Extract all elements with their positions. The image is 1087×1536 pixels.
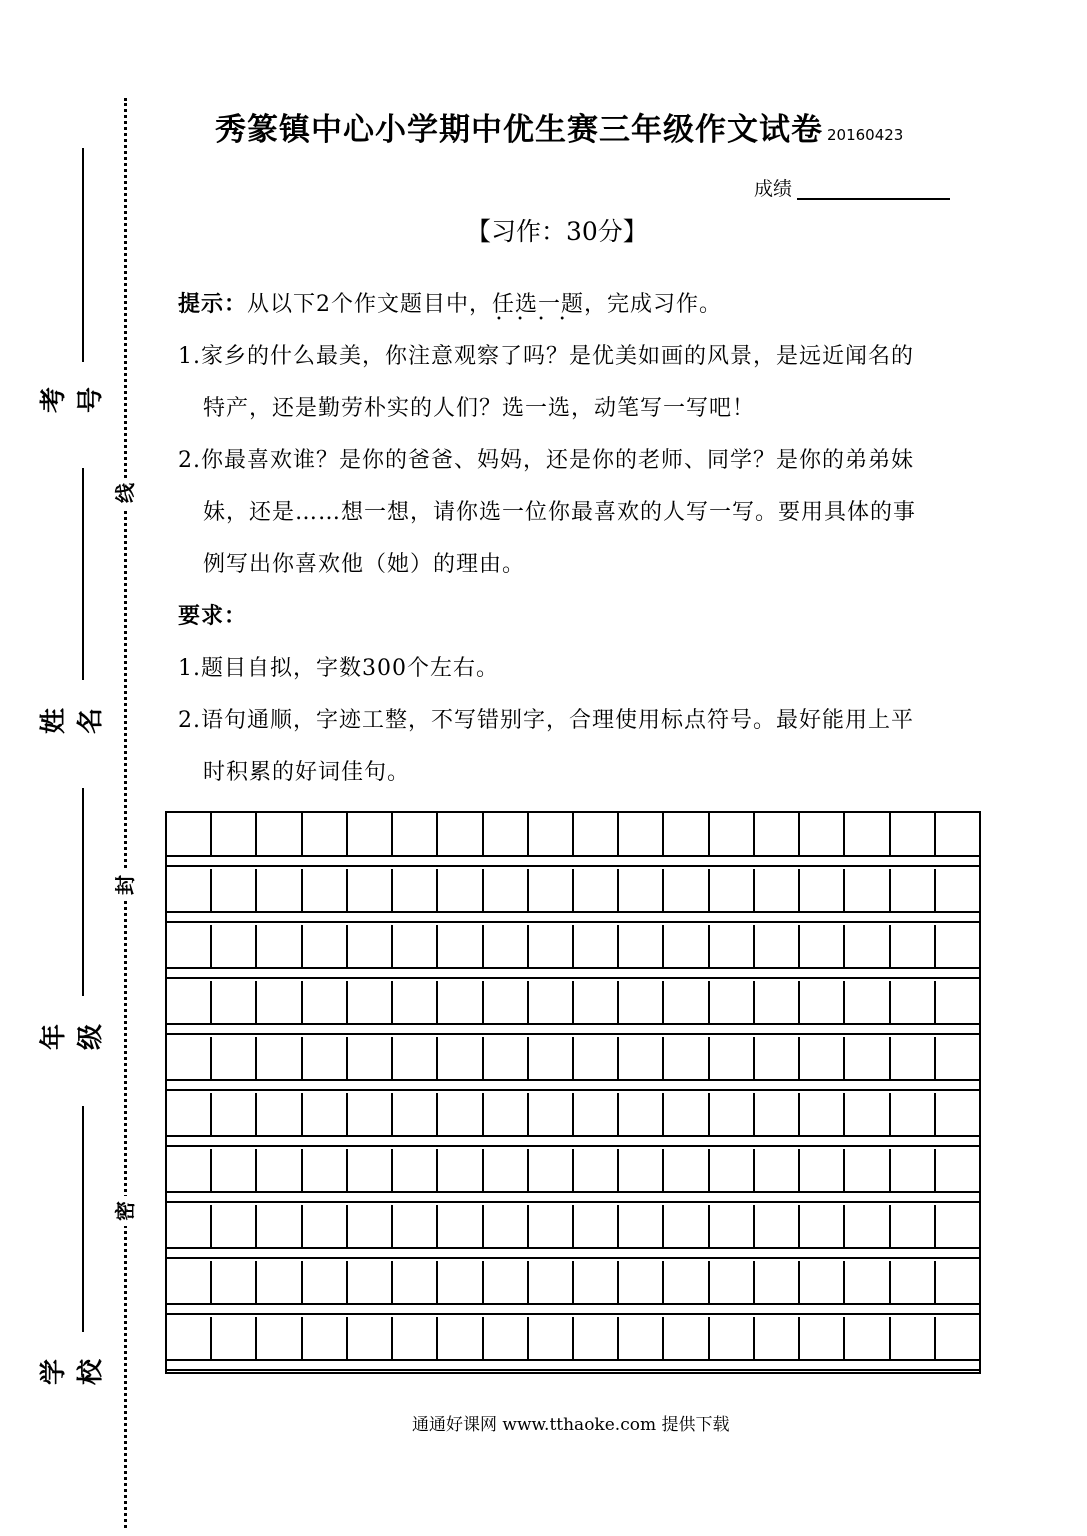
fold-word-feng: 封: [110, 870, 140, 900]
grid-cell[interactable]: [755, 1037, 800, 1081]
grid-cell[interactable]: [574, 813, 619, 857]
grid-cell[interactable]: [891, 1037, 936, 1081]
grid-cell[interactable]: [212, 869, 257, 913]
grid-cell[interactable]: [800, 1317, 845, 1361]
grid-cell[interactable]: [710, 1093, 755, 1137]
grid-cell[interactable]: [348, 869, 393, 913]
requirement-2-line-1: 2.语句通顺，字迹工整，不写错别字，合理使用标点符号。最好能用上平: [178, 708, 914, 733]
binding-dotted-line: [124, 98, 127, 1528]
grid-cell[interactable]: [529, 1317, 574, 1361]
grid-cell[interactable]: [574, 925, 619, 969]
grid-cell[interactable]: [303, 1093, 348, 1137]
grid-cell[interactable]: [800, 869, 845, 913]
requirements-label: 要求：: [178, 604, 248, 629]
grid-cell[interactable]: [710, 1261, 755, 1305]
grid-cell[interactable]: [212, 1261, 257, 1305]
grid-cell[interactable]: [800, 813, 845, 857]
grid-cell[interactable]: [936, 869, 979, 913]
grid-cell[interactable]: [529, 925, 574, 969]
grid-cell[interactable]: [348, 1149, 393, 1193]
grid-cell[interactable]: [438, 1149, 483, 1193]
grid-cell[interactable]: [212, 981, 257, 1025]
school-label: 学校: [39, 1359, 106, 1386]
grid-cell[interactable]: [845, 1317, 890, 1361]
grid-cell[interactable]: [891, 869, 936, 913]
grid-row-gap: [167, 1081, 979, 1091]
grid-cell[interactable]: [484, 1317, 529, 1361]
topic-1-line-1: 1.家乡的什么最美，你注意观察了吗？是优美如画的风景，是远近闻名的: [178, 344, 914, 369]
topic-2-line-3: 例写出你喜欢他（她）的理由。: [203, 552, 526, 577]
grid-cell[interactable]: [257, 1205, 302, 1249]
grid-cell[interactable]: [167, 1205, 212, 1249]
grid-cell[interactable]: [891, 1093, 936, 1137]
grid-cell[interactable]: [348, 1037, 393, 1081]
grid-cell[interactable]: [574, 1037, 619, 1081]
grid-cell[interactable]: [303, 1037, 348, 1081]
grid-cell[interactable]: [393, 1037, 438, 1081]
grid-cell[interactable]: [257, 1037, 302, 1081]
grid-cell[interactable]: [664, 1317, 709, 1361]
grid-cell[interactable]: [393, 925, 438, 969]
grid-cell[interactable]: [303, 1261, 348, 1305]
grid-cell[interactable]: [257, 1317, 302, 1361]
section-heading: 【习作：30分】: [466, 217, 648, 246]
grid-cell[interactable]: [529, 869, 574, 913]
prompt-text-after: ，完成习作。: [584, 292, 723, 317]
grid-cell[interactable]: [800, 1205, 845, 1249]
grid-cell[interactable]: [710, 869, 755, 913]
grid-row-gap: [167, 1249, 979, 1259]
grid-cell[interactable]: [348, 1317, 393, 1361]
grid-cell[interactable]: [936, 1037, 979, 1081]
school-line[interactable]: [82, 1106, 84, 1332]
grid-cell[interactable]: [303, 1205, 348, 1249]
grid-cell[interactable]: [257, 1149, 302, 1193]
grid-cell[interactable]: [303, 813, 348, 857]
grid-cell[interactable]: [755, 1093, 800, 1137]
grid-cell[interactable]: [619, 1317, 664, 1361]
grid-cell[interactable]: [212, 813, 257, 857]
grid-cell[interactable]: [619, 813, 664, 857]
writing-grid[interactable]: [165, 811, 981, 1374]
title-date: 20160423: [827, 126, 904, 144]
grid-cell[interactable]: [891, 813, 936, 857]
grid-cell[interactable]: [936, 925, 979, 969]
name-line[interactable]: [82, 468, 84, 680]
grid-cell[interactable]: [529, 1261, 574, 1305]
grid-cell[interactable]: [755, 813, 800, 857]
grid-cell[interactable]: [800, 1261, 845, 1305]
grid-cell[interactable]: [167, 1093, 212, 1137]
grid-row: [167, 981, 979, 1025]
title-text: 秀篆镇中心小学期中优生赛三年级作文试卷: [215, 112, 823, 148]
grid-cell[interactable]: [710, 1037, 755, 1081]
grid-cell[interactable]: [303, 1149, 348, 1193]
grid-cell[interactable]: [212, 1149, 257, 1193]
grid-cell[interactable]: [574, 1205, 619, 1249]
grid-cell[interactable]: [303, 869, 348, 913]
prompt-text-before: 从以下2个作文题目中，: [247, 292, 493, 317]
grid-cell[interactable]: [755, 1261, 800, 1305]
grid-cell[interactable]: [484, 1261, 529, 1305]
grid-cell[interactable]: [438, 1037, 483, 1081]
fold-word-xian: 线: [110, 478, 140, 508]
grid-cell[interactable]: [348, 813, 393, 857]
grid-row-gap: [167, 1193, 979, 1203]
grid-cell[interactable]: [664, 1093, 709, 1137]
grid-cell[interactable]: [936, 813, 979, 857]
grid-cell[interactable]: [167, 813, 212, 857]
requirement-2-line-2: 时积累的好词佳句。: [203, 760, 411, 785]
grid-row-gap: [167, 857, 979, 867]
grid-cell[interactable]: [393, 1317, 438, 1361]
grid-cell[interactable]: [936, 981, 979, 1025]
grid-cell[interactable]: [619, 1149, 664, 1193]
grid-cell[interactable]: [619, 925, 664, 969]
grid-cell[interactable]: [393, 981, 438, 1025]
grid-cell[interactable]: [755, 1149, 800, 1193]
grid-cell[interactable]: [845, 869, 890, 913]
prompt-emphasis: 任选一题 • • • •: [492, 292, 584, 317]
grid-cell[interactable]: [619, 981, 664, 1025]
grid-cell[interactable]: [936, 1149, 979, 1193]
grid-cell[interactable]: [891, 1317, 936, 1361]
grid-cell[interactable]: [257, 981, 302, 1025]
grid-cell[interactable]: [257, 925, 302, 969]
grid-cell[interactable]: [664, 925, 709, 969]
grid-cell[interactable]: [484, 813, 529, 857]
grid-cell[interactable]: [438, 981, 483, 1025]
grid-cell[interactable]: [891, 981, 936, 1025]
score-label: 成绩: [754, 178, 793, 200]
grid-cell[interactable]: [167, 981, 212, 1025]
grid-cell[interactable]: [348, 981, 393, 1025]
grid-cell[interactable]: [303, 925, 348, 969]
grid-cell[interactable]: [167, 1149, 212, 1193]
topic-2-line-1: 2.你最喜欢谁？是你的爸爸、妈妈，还是你的老师、同学？是你的弟弟妹: [178, 448, 914, 473]
grid-cell[interactable]: [438, 869, 483, 913]
grid-cell[interactable]: [484, 1149, 529, 1193]
grid-cell[interactable]: [484, 981, 529, 1025]
grade-label: 年级: [39, 1024, 106, 1051]
grid-cell[interactable]: [619, 1037, 664, 1081]
grid-cell[interactable]: [529, 1037, 574, 1081]
topic-1-line-2: 特产，还是勤劳朴实的人们？选一选，动笔写一写吧！: [203, 396, 756, 421]
grid-cell[interactable]: [755, 1205, 800, 1249]
grid-cell[interactable]: [800, 1149, 845, 1193]
grid-cell[interactable]: [574, 1093, 619, 1137]
grid-cell[interactable]: [529, 813, 574, 857]
grid-cell[interactable]: [664, 869, 709, 913]
grid-cell[interactable]: [755, 981, 800, 1025]
prompt-label: 提示：: [178, 292, 248, 317]
grid-cell[interactable]: [529, 1205, 574, 1249]
grid-cell[interactable]: [619, 869, 664, 913]
grid-cell[interactable]: [484, 1205, 529, 1249]
grid-cell[interactable]: [393, 869, 438, 913]
grid-cell[interactable]: [664, 813, 709, 857]
grid-cell[interactable]: [936, 1205, 979, 1249]
grid-cell[interactable]: [710, 1149, 755, 1193]
grid-row: [167, 925, 979, 969]
grid-cell[interactable]: [574, 1317, 619, 1361]
grid-cell[interactable]: [574, 1149, 619, 1193]
exam-number-line[interactable]: [82, 148, 84, 362]
grid-cell[interactable]: [438, 1261, 483, 1305]
footer-text: 通通好课网 www.tthaoke.com 提供下载: [412, 1415, 730, 1435]
grid-cell[interactable]: [619, 1261, 664, 1305]
grid-cell[interactable]: [438, 1093, 483, 1137]
grid-cell[interactable]: [710, 813, 755, 857]
grid-cell[interactable]: [936, 1261, 979, 1305]
grid-cell[interactable]: [755, 1317, 800, 1361]
grid-cell[interactable]: [800, 1093, 845, 1137]
grid-row-gap: [167, 1361, 979, 1371]
grid-cell[interactable]: [845, 1261, 890, 1305]
grid-cell[interactable]: [529, 1093, 574, 1137]
grid-cell[interactable]: [664, 1205, 709, 1249]
grid-cell[interactable]: [891, 1149, 936, 1193]
grid-cell[interactable]: [393, 1093, 438, 1137]
grid-cell[interactable]: [619, 1205, 664, 1249]
grid-cell[interactable]: [348, 1261, 393, 1305]
page-title: [215, 104, 903, 149]
grid-cell[interactable]: [664, 1149, 709, 1193]
grid-cell[interactable]: [800, 925, 845, 969]
grid-row-gap: [167, 1137, 979, 1147]
grid-cell[interactable]: [484, 869, 529, 913]
grid-cell[interactable]: [891, 1205, 936, 1249]
grid-cell[interactable]: [845, 1093, 890, 1137]
grid-row: [167, 1205, 979, 1249]
exam-number-label: 考号: [39, 387, 106, 414]
grid-cell[interactable]: [845, 813, 890, 857]
grid-cell[interactable]: [438, 1317, 483, 1361]
grid-cell[interactable]: [167, 925, 212, 969]
grid-cell[interactable]: [348, 1093, 393, 1137]
score-blank[interactable]: [797, 198, 950, 200]
grid-cell[interactable]: [303, 981, 348, 1025]
grid-cell[interactable]: [303, 1317, 348, 1361]
grid-cell[interactable]: [710, 925, 755, 969]
grid-cell[interactable]: [212, 1093, 257, 1137]
fold-word-mi: 密: [110, 1196, 140, 1226]
grid-row-gap: [167, 913, 979, 923]
grid-cell[interactable]: [484, 1037, 529, 1081]
grid-cell[interactable]: [800, 981, 845, 1025]
grid-cell[interactable]: [845, 1149, 890, 1193]
grid-cell[interactable]: [710, 1205, 755, 1249]
grid-cell[interactable]: [891, 1261, 936, 1305]
grid-cell[interactable]: [212, 925, 257, 969]
grid-cell[interactable]: [484, 1093, 529, 1137]
grid-cell[interactable]: [845, 1037, 890, 1081]
grid-cell[interactable]: [212, 1317, 257, 1361]
grid-cell[interactable]: [167, 869, 212, 913]
grid-row: [167, 813, 979, 857]
grid-cell[interactable]: [845, 925, 890, 969]
grid-row-gap: [167, 1305, 979, 1315]
grid-cell[interactable]: [257, 869, 302, 913]
grid-cell[interactable]: [891, 925, 936, 969]
name-label: 姓名: [39, 708, 106, 735]
grid-cell[interactable]: [348, 925, 393, 969]
grid-cell[interactable]: [212, 1037, 257, 1081]
grid-cell[interactable]: [393, 1149, 438, 1193]
grid-cell[interactable]: [167, 1261, 212, 1305]
grid-row-gap: [167, 1025, 979, 1035]
grid-cell[interactable]: [845, 981, 890, 1025]
grid-cell[interactable]: [393, 1205, 438, 1249]
grid-cell[interactable]: [574, 981, 619, 1025]
grid-cell[interactable]: [438, 925, 483, 969]
grid-cell[interactable]: [845, 1205, 890, 1249]
grid-row: [167, 1317, 979, 1361]
grid-cell[interactable]: [664, 1037, 709, 1081]
grid-cell[interactable]: [936, 1093, 979, 1137]
grid-row: [167, 1261, 979, 1305]
grid-row: [167, 869, 979, 913]
grid-cell[interactable]: [710, 1317, 755, 1361]
grid-cell[interactable]: [257, 813, 302, 857]
requirement-1: 1.题目自拟，字数300个左右。: [178, 656, 499, 681]
grid-cell[interactable]: [257, 1093, 302, 1137]
grid-cell[interactable]: [755, 869, 800, 913]
grid-cell[interactable]: [438, 813, 483, 857]
grid-cell[interactable]: [529, 981, 574, 1025]
grid-cell[interactable]: [800, 1037, 845, 1081]
grid-row: [167, 1093, 979, 1137]
topic-2-line-2: 妹，还是……想一想，请你选一位你最喜欢的人写一写。要用具体的事: [203, 500, 917, 525]
grid-cell[interactable]: [710, 981, 755, 1025]
grid-row: [167, 1149, 979, 1193]
grid-cell[interactable]: [574, 869, 619, 913]
grid-cell[interactable]: [529, 1149, 574, 1193]
grid-row: [167, 1037, 979, 1081]
grid-cell[interactable]: [936, 1317, 979, 1361]
grid-cell[interactable]: [167, 1317, 212, 1361]
grid-cell[interactable]: [257, 1261, 302, 1305]
grid-cell[interactable]: [574, 1261, 619, 1305]
grid-cell[interactable]: [484, 925, 529, 969]
grid-cell[interactable]: [393, 1261, 438, 1305]
grid-row-gap: [167, 969, 979, 979]
grid-cell[interactable]: [212, 1205, 257, 1249]
grid-cell[interactable]: [167, 1037, 212, 1081]
grid-cell[interactable]: [664, 981, 709, 1025]
grid-cell[interactable]: [664, 1261, 709, 1305]
grid-cell[interactable]: [438, 1205, 483, 1249]
grade-line[interactable]: [82, 788, 84, 996]
grid-cell[interactable]: [619, 1093, 664, 1137]
grid-cell[interactable]: [755, 925, 800, 969]
grid-cell[interactable]: [393, 813, 438, 857]
grid-cell[interactable]: [348, 1205, 393, 1249]
prompt-line: [178, 287, 722, 318]
